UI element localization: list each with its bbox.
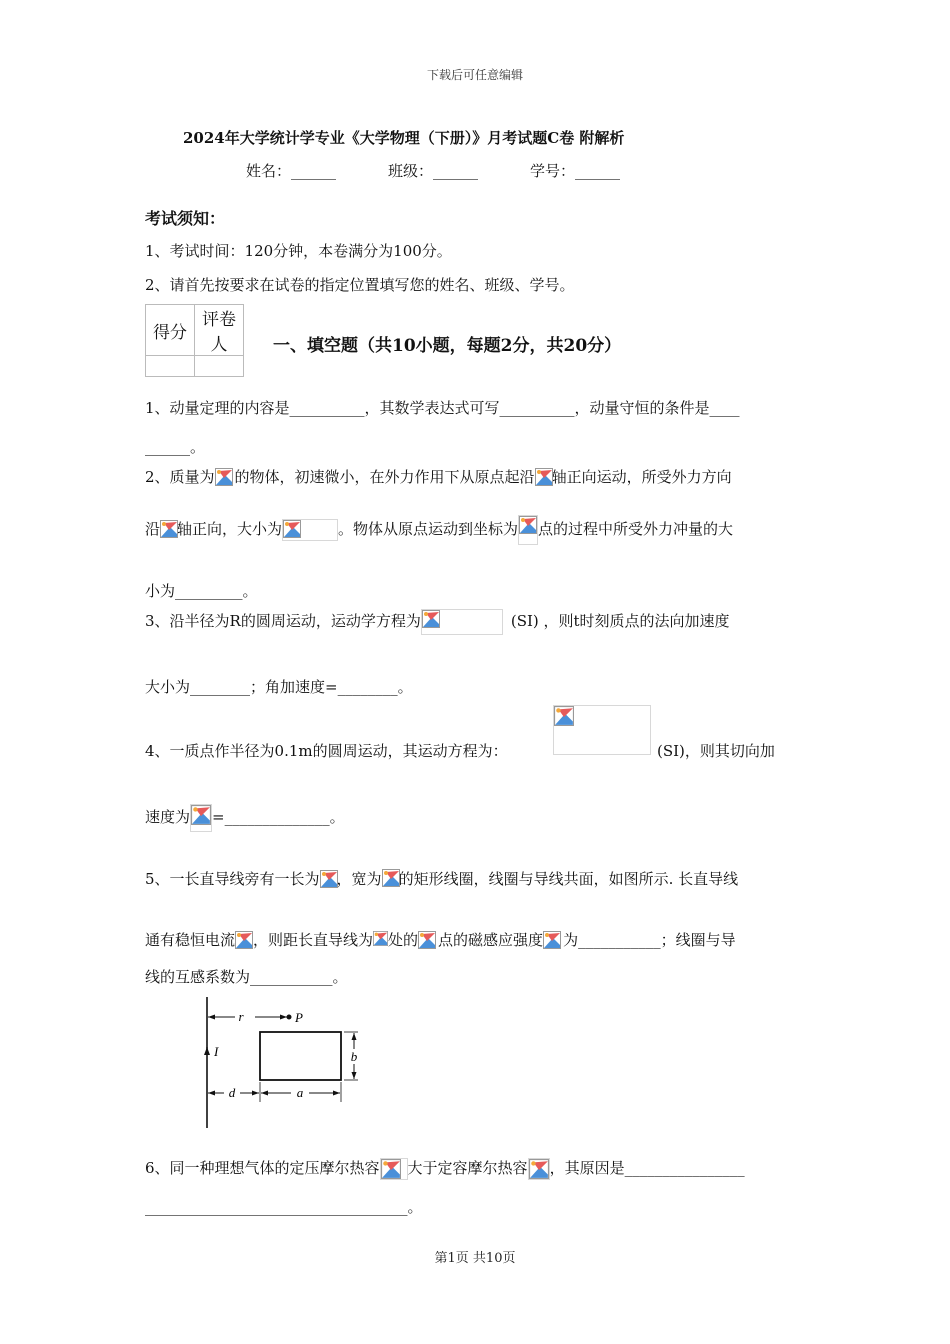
text: 。物体从原点运动到坐标为 xyxy=(338,520,519,538)
label-r: r xyxy=(238,1009,244,1024)
formula-image-icon xyxy=(528,1158,550,1180)
rectangular-loop xyxy=(260,1032,341,1080)
text: 5、一长直导线旁有一长为 xyxy=(145,870,320,888)
text: 轴正向，大小为 xyxy=(177,520,283,538)
notice-heading: 考试须知： xyxy=(145,209,226,228)
text: 3、沿半径为R的圆周运动，运动学方程为 xyxy=(145,612,421,630)
student-id-field: 学号：______ xyxy=(530,162,621,180)
question-4-line-2 xyxy=(145,804,345,832)
question-4-line-1 xyxy=(145,740,508,761)
grader-header: 评卷人 xyxy=(195,305,244,356)
text: =______________。 xyxy=(212,808,345,826)
formula-image-icon xyxy=(418,931,438,951)
text: 大于定容摩尔热容 xyxy=(407,1159,528,1177)
name-field: 姓名：______ xyxy=(246,162,337,180)
text: 点的过程中所受外力冲量的大 xyxy=(538,520,734,538)
question-5-line-1 xyxy=(145,868,738,891)
text: 通有稳恒电流 xyxy=(145,931,236,949)
question-1-line-1: 1、动量定理的内容是__________，其数学表达式可写__________，动量守恒的条件是____ xyxy=(145,399,740,417)
text: 6、同一种理想气体的定压摩尔热容 xyxy=(145,1159,380,1177)
text: 轴正向运动，所受外力方向 xyxy=(551,468,732,486)
question-4-line-1-end: (SI)，则其切向加 xyxy=(657,742,775,760)
question-1-line-2: ______。 xyxy=(145,438,206,456)
score-cell xyxy=(146,356,195,377)
section-title: 一、填空题（共10小题，每题2分，共20分） xyxy=(273,336,622,356)
question-6-line-2: ___________________________________。 xyxy=(145,1198,423,1216)
question-5-line-2 xyxy=(145,929,736,951)
text: ，其原因是________________ xyxy=(549,1159,745,1177)
text: 点的磁感应强度 xyxy=(438,931,544,949)
formula-image-icon xyxy=(373,931,388,951)
question-2-line-1 xyxy=(145,466,732,488)
text: 的矩形线圈，线圈与导线共面，如图所示. 长直导线 xyxy=(398,870,739,888)
formula-image-icon xyxy=(215,468,235,488)
formula-image-icon xyxy=(518,515,538,545)
score-header: 得分 xyxy=(146,305,195,356)
formula-image-icon xyxy=(553,705,651,755)
formula-image-icon xyxy=(235,931,253,951)
text: 为___________；线圈与导 xyxy=(563,931,736,949)
question-3-line-2: 大小为________；角加速度=________。 xyxy=(145,678,413,696)
text: 处的 xyxy=(388,931,419,949)
text: 4、一质点作半径为0.1m的圆周运动，其运动方程为： xyxy=(145,742,508,760)
formula-image-icon xyxy=(282,519,338,541)
point-p xyxy=(287,1015,292,1020)
notice-item-1: 1、考试时间：120分钟，本卷满分为100分。 xyxy=(145,242,452,260)
question-2-line-3: 小为_________。 xyxy=(145,582,258,600)
label-d: d xyxy=(228,1085,236,1100)
exam-title: 2024年大学统计学专业《大学物理（下册）》月考试题C卷 附解析 xyxy=(183,129,625,147)
wire-loop-figure xyxy=(195,995,370,1130)
formula-image-icon xyxy=(382,869,399,891)
label-b: b xyxy=(350,1049,358,1064)
score-table xyxy=(145,304,244,377)
formula-image-icon xyxy=(160,520,177,540)
text: ，则距长直导线为 xyxy=(253,931,374,949)
label-a: a xyxy=(296,1085,304,1100)
text: ，宽为 xyxy=(336,870,382,888)
current-arrow-icon xyxy=(204,1047,210,1055)
formula-image-icon xyxy=(535,468,552,488)
label-p: P xyxy=(295,1010,303,1025)
class-field: 班级：______ xyxy=(388,162,479,180)
question-3-line-1 xyxy=(145,609,730,635)
text: 的物体，初速微小，在外力作用下从原点起沿 xyxy=(234,468,535,486)
page-footer: 第1页 共10页 xyxy=(434,1251,516,1266)
question-5-line-3: 线的互感系数为___________。 xyxy=(145,968,348,986)
text: 速度为 xyxy=(145,808,191,826)
grader-cell xyxy=(195,356,244,377)
question-6-line-1 xyxy=(145,1157,745,1180)
notice-item-2: 2、请首先按要求在试卷的指定位置填写您的姓名、班级、学号。 xyxy=(145,276,575,294)
label-i: I xyxy=(214,1044,219,1059)
question-2-line-2 xyxy=(145,515,733,545)
text: (SI) ，则t时刻质点的法向加速度 xyxy=(510,612,730,630)
formula-image-icon xyxy=(421,609,503,635)
formula-image-icon xyxy=(380,1158,408,1180)
formula-image-icon xyxy=(543,931,563,951)
formula-image-icon xyxy=(320,870,337,890)
page-header: 下载后可任意编辑 xyxy=(426,68,523,82)
formula-image-icon xyxy=(190,804,212,832)
text: 沿 xyxy=(145,520,161,538)
text: 2、质量为 xyxy=(145,468,215,486)
